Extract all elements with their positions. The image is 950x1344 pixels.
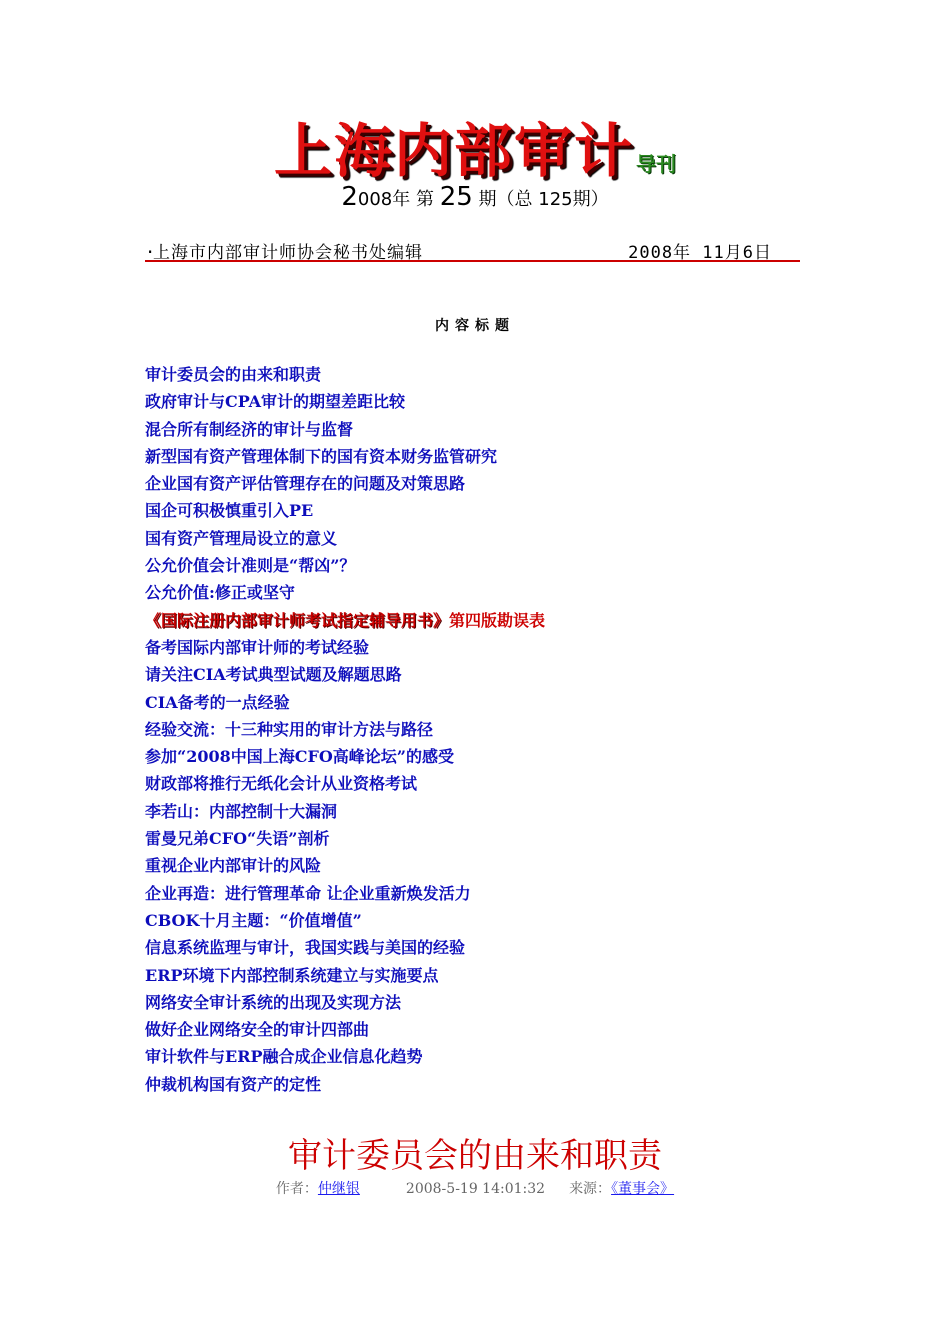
issue-total: 期（总 125期） — [478, 189, 609, 210]
author-link[interactable]: 仲继银 — [317, 1181, 360, 1197]
source-link[interactable]: 《董事会》 — [611, 1181, 675, 1197]
toc-item[interactable]: 企业国有资产评估管理存在的问题及对策思路 — [145, 474, 466, 494]
toc-item[interactable]: 参加“2008中国上海CFO高峰论坛”的感受 — [145, 747, 454, 767]
article-datetime: 2008-5-19 14:01:32 — [405, 1181, 546, 1197]
toc-item[interactable]: 重视企业内部审计的风险 — [145, 856, 322, 876]
publish-date: 2008年 11月6日 — [628, 243, 772, 263]
toc-list — [145, 362, 865, 1099]
toc-item[interactable]: 网络安全审计系统的出现及实现方法 — [145, 992, 402, 1012]
editor-line — [145, 236, 800, 262]
toc-item[interactable]: 经验交流：十三种实用的审计方法与路径 — [145, 719, 434, 739]
source-label: 来源： — [569, 1181, 612, 1197]
issue-number: 25 — [439, 182, 473, 212]
toc-item[interactable]: 财政部将推行无纸化会计从业资格考试 — [145, 774, 418, 794]
masthead-title: 上海内部审计 — [273, 117, 634, 185]
toc-item-erratum[interactable] — [145, 608, 865, 635]
toc-item[interactable]: 公允价值:修正或坚守 — [145, 583, 295, 603]
toc-item[interactable]: 雷曼兄弟CFO“失语”剖析 — [145, 829, 330, 849]
toc-item[interactable]: 做好企业网络安全的审计四部曲 — [145, 1020, 370, 1040]
editor-line-dot: . — [145, 238, 156, 258]
toc-item[interactable]: 审计委员会的由来和职责 — [145, 365, 322, 384]
issue-year-digit: 2 — [341, 182, 358, 212]
toc-item[interactable]: 国企可积极慎重引入PE — [145, 501, 314, 521]
toc-item[interactable]: 审计软件与ERP融合成企业信息化趋势 — [145, 1047, 423, 1067]
article-byline — [0, 1178, 950, 1198]
toc-item[interactable]: 李若山：内部控制十大漏洞 — [145, 801, 338, 821]
article-title: 审计委员会的由来和职责 — [288, 1136, 662, 1176]
toc-erratum-book: 《国际注册内部审计师考试指定辅导用书》 — [145, 610, 450, 630]
toc-erratum-label: 第四版勘误表 — [449, 610, 546, 630]
toc-item[interactable]: 公允价值会计准则是“帮凶”？ — [145, 556, 356, 576]
toc-item[interactable]: 混合所有制经济的审计与监督 — [145, 419, 354, 439]
toc-heading: 内容标题 — [435, 318, 515, 334]
toc-item[interactable]: ERP环境下内部控制系统建立与实施要点 — [145, 965, 439, 985]
masthead — [0, 104, 950, 188]
author-label: 作者： — [275, 1181, 318, 1197]
toc-item[interactable]: 企业再造：进行管理革命 让企业重新焕发活力 — [145, 883, 471, 903]
toc-item[interactable]: 备考国际内部审计师的考试经验 — [145, 637, 370, 657]
editor-name: 上海市内部审计师协会秘书处编辑 — [153, 243, 423, 263]
toc-item[interactable]: 信息系统监理与审计，我国实践与美国的经验 — [145, 938, 466, 958]
issue-year-rest: 008年 第 — [357, 189, 434, 210]
toc-item[interactable]: 新型国有资产管理体制下的国有资本财务监管研究 — [145, 446, 498, 466]
toc-item[interactable]: 政府审计与CPA审计的期望差距比较 — [145, 392, 406, 412]
toc-item[interactable]: CIA备考的一点经验 — [145, 692, 290, 712]
toc-item[interactable]: 仲裁机构国有资产的定性 — [145, 1074, 322, 1094]
toc-item[interactable]: 国有资产管理局设立的意义 — [145, 528, 338, 548]
masthead-subtitle: 导刊 — [636, 152, 676, 176]
toc-item[interactable]: CBOK十月主题：“价值增值” — [145, 910, 362, 930]
toc-item[interactable]: 请关注CIA考试典型试题及解题思路 — [145, 665, 402, 685]
issue-line — [0, 182, 950, 212]
